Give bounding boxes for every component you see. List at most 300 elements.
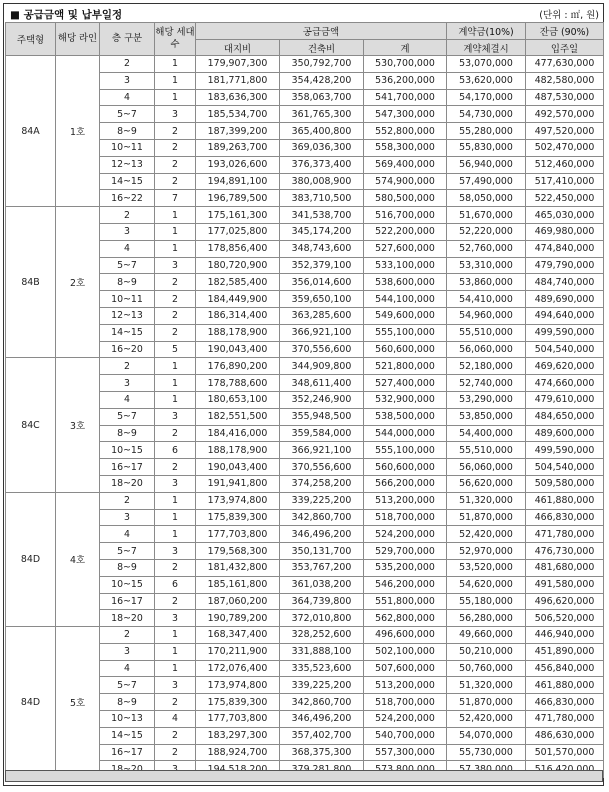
cell-floor: 5~7 bbox=[100, 408, 155, 425]
cell-floor: 16~17 bbox=[100, 459, 155, 476]
cell-total: 544,000,000 bbox=[364, 425, 447, 442]
cell-floor: 2 bbox=[100, 492, 155, 509]
cell-land: 188,178,900 bbox=[196, 324, 280, 341]
cell-balance: 466,830,000 bbox=[526, 694, 604, 711]
cell-balance: 496,620,000 bbox=[526, 593, 604, 610]
cell-deposit: 53,290,000 bbox=[447, 391, 526, 408]
cell-units: 1 bbox=[155, 72, 196, 89]
cell-floor: 8~9 bbox=[100, 274, 155, 291]
cell-deposit: 51,870,000 bbox=[447, 509, 526, 526]
header-deposit-when: 계약체결시 bbox=[447, 40, 526, 56]
cell-balance: 451,890,000 bbox=[526, 643, 604, 660]
cell-building: 328,252,600 bbox=[280, 627, 364, 644]
cell-units: 2 bbox=[155, 139, 196, 156]
cell-land: 179,568,300 bbox=[196, 543, 280, 560]
cell-balance: 482,580,000 bbox=[526, 72, 604, 89]
cell-building: 380,008,900 bbox=[280, 173, 364, 190]
cell-building: 358,063,700 bbox=[280, 89, 364, 106]
cell-land: 175,161,300 bbox=[196, 207, 280, 224]
cell-deposit: 52,220,000 bbox=[447, 223, 526, 240]
cell-units: 1 bbox=[155, 207, 196, 224]
cell-total: 527,600,000 bbox=[364, 240, 447, 257]
cell-building: 361,765,300 bbox=[280, 106, 364, 123]
cell-total: 560,600,000 bbox=[364, 341, 447, 358]
cell-units: 3 bbox=[155, 543, 196, 560]
cell-land: 190,043,400 bbox=[196, 341, 280, 358]
cell-balance: 484,650,000 bbox=[526, 408, 604, 425]
cell-balance: 492,570,000 bbox=[526, 106, 604, 123]
header-supply: 공급금액 bbox=[196, 23, 447, 40]
cell-balance: 477,630,000 bbox=[526, 56, 604, 73]
cell-total: 541,700,000 bbox=[364, 89, 447, 106]
cell-units: 1 bbox=[155, 223, 196, 240]
cell-floor: 10~11 bbox=[100, 139, 155, 156]
bottom-band bbox=[5, 770, 603, 782]
unit-note: (단위 : ㎡, 원) bbox=[539, 10, 599, 21]
cell-building: 344,909,800 bbox=[280, 358, 364, 375]
cell-land: 184,449,900 bbox=[196, 291, 280, 308]
cell-floor: 18~20 bbox=[100, 610, 155, 627]
cell-building: 369,036,300 bbox=[280, 139, 364, 156]
cell-deposit: 54,730,000 bbox=[447, 106, 526, 123]
cell-total: 560,600,000 bbox=[364, 459, 447, 476]
cell-land: 182,551,500 bbox=[196, 408, 280, 425]
cell-units: 1 bbox=[155, 358, 196, 375]
cell-building: 352,379,100 bbox=[280, 257, 364, 274]
cell-total: 569,400,000 bbox=[364, 156, 447, 173]
cell-balance: 461,880,000 bbox=[526, 677, 604, 694]
cell-balance: 476,730,000 bbox=[526, 543, 604, 560]
cell-balance: 471,780,000 bbox=[526, 711, 604, 728]
header-land: 대지비 bbox=[196, 40, 280, 56]
cell-land: 181,432,800 bbox=[196, 559, 280, 576]
cell-total: 521,800,000 bbox=[364, 358, 447, 375]
cell-building: 355,948,500 bbox=[280, 408, 364, 425]
cell-deposit: 56,060,000 bbox=[447, 341, 526, 358]
cell-floor: 8~9 bbox=[100, 559, 155, 576]
cell-total: 544,100,000 bbox=[364, 291, 447, 308]
cell-floor: 10~15 bbox=[100, 576, 155, 593]
cell-deposit: 51,320,000 bbox=[447, 492, 526, 509]
cell-total: 558,300,000 bbox=[364, 139, 447, 156]
cell-total: 549,600,000 bbox=[364, 307, 447, 324]
cell-floor: 16~22 bbox=[100, 190, 155, 207]
cell-total: 513,200,000 bbox=[364, 492, 447, 509]
cell-type: 84C bbox=[6, 358, 56, 492]
cell-units: 2 bbox=[155, 291, 196, 308]
cell-land: 196,789,500 bbox=[196, 190, 280, 207]
cell-floor: 3 bbox=[100, 375, 155, 392]
cell-deposit: 53,070,000 bbox=[447, 56, 526, 73]
cell-land: 183,297,300 bbox=[196, 727, 280, 744]
cell-total: 555,100,000 bbox=[364, 442, 447, 459]
cell-balance: 479,790,000 bbox=[526, 257, 604, 274]
cell-balance: 471,780,000 bbox=[526, 526, 604, 543]
header-building: 건축비 bbox=[280, 40, 364, 56]
cell-balance: 481,680,000 bbox=[526, 559, 604, 576]
cell-line: 2호 bbox=[56, 207, 100, 358]
cell-land: 178,856,400 bbox=[196, 240, 280, 257]
cell-total: 518,700,000 bbox=[364, 694, 447, 711]
cell-balance: 501,570,000 bbox=[526, 744, 604, 761]
cell-building: 354,428,200 bbox=[280, 72, 364, 89]
cell-floor: 4 bbox=[100, 89, 155, 106]
cell-land: 190,789,200 bbox=[196, 610, 280, 627]
cell-units: 2 bbox=[155, 156, 196, 173]
cell-floor: 2 bbox=[100, 56, 155, 73]
cell-units: 3 bbox=[155, 610, 196, 627]
header-deposit: 계약금(10%) bbox=[447, 23, 526, 40]
cell-floor: 10~13 bbox=[100, 711, 155, 728]
cell-units: 1 bbox=[155, 509, 196, 526]
cell-total: 540,700,000 bbox=[364, 727, 447, 744]
cell-deposit: 55,510,000 bbox=[447, 324, 526, 341]
cell-building: 370,556,600 bbox=[280, 459, 364, 476]
cell-units: 2 bbox=[155, 274, 196, 291]
cell-total: 532,900,000 bbox=[364, 391, 447, 408]
cell-type: 84A bbox=[6, 56, 56, 207]
cell-deposit: 56,620,000 bbox=[447, 475, 526, 492]
cell-line: 4호 bbox=[56, 492, 100, 626]
cell-floor: 4 bbox=[100, 240, 155, 257]
header-type: 주택형 bbox=[6, 23, 56, 56]
cell-deposit: 51,870,000 bbox=[447, 694, 526, 711]
table-title: ■ 공급금액 및 납부일정 bbox=[10, 9, 123, 21]
cell-deposit: 53,310,000 bbox=[447, 257, 526, 274]
cell-floor: 5~7 bbox=[100, 543, 155, 560]
cell-units: 1 bbox=[155, 391, 196, 408]
cell-deposit: 54,960,000 bbox=[447, 307, 526, 324]
cell-line: 1호 bbox=[56, 56, 100, 207]
cell-deposit: 52,420,000 bbox=[447, 711, 526, 728]
cell-land: 176,890,200 bbox=[196, 358, 280, 375]
cell-balance: 517,410,000 bbox=[526, 173, 604, 190]
cell-units: 2 bbox=[155, 593, 196, 610]
cell-building: 372,010,800 bbox=[280, 610, 364, 627]
cell-total: 518,700,000 bbox=[364, 509, 447, 526]
cell-units: 3 bbox=[155, 106, 196, 123]
cell-land: 180,653,100 bbox=[196, 391, 280, 408]
cell-building: 364,739,800 bbox=[280, 593, 364, 610]
cell-floor: 10~11 bbox=[100, 291, 155, 308]
cell-units: 3 bbox=[155, 257, 196, 274]
cell-building: 346,496,200 bbox=[280, 526, 364, 543]
cell-floor: 3 bbox=[100, 509, 155, 526]
cell-balance: 506,520,000 bbox=[526, 610, 604, 627]
cell-balance: 469,980,000 bbox=[526, 223, 604, 240]
cell-building: 342,860,700 bbox=[280, 694, 364, 711]
cell-deposit: 54,620,000 bbox=[447, 576, 526, 593]
cell-balance: 486,630,000 bbox=[526, 727, 604, 744]
cell-building: 350,131,700 bbox=[280, 543, 364, 560]
table-row bbox=[6, 56, 604, 73]
cell-units: 3 bbox=[155, 475, 196, 492]
cell-total: 536,200,000 bbox=[364, 72, 447, 89]
cell-floor: 2 bbox=[100, 207, 155, 224]
cell-type: 84D bbox=[6, 627, 56, 778]
cell-deposit: 50,210,000 bbox=[447, 643, 526, 660]
cell-units: 2 bbox=[155, 123, 196, 140]
cell-balance: 484,740,000 bbox=[526, 274, 604, 291]
cell-deposit: 55,510,000 bbox=[447, 442, 526, 459]
cell-building: 346,496,200 bbox=[280, 711, 364, 728]
cell-land: 182,585,400 bbox=[196, 274, 280, 291]
cell-building: 335,523,600 bbox=[280, 660, 364, 677]
cell-balance: 465,030,000 bbox=[526, 207, 604, 224]
cell-land: 190,043,400 bbox=[196, 459, 280, 476]
cell-total: 522,200,000 bbox=[364, 223, 447, 240]
cell-deposit: 53,520,000 bbox=[447, 559, 526, 576]
cell-floor: 5~7 bbox=[100, 677, 155, 694]
cell-deposit: 54,400,000 bbox=[447, 425, 526, 442]
cell-land: 177,703,800 bbox=[196, 711, 280, 728]
cell-building: 357,402,700 bbox=[280, 727, 364, 744]
cell-floor: 5~7 bbox=[100, 106, 155, 123]
cell-total: 516,700,000 bbox=[364, 207, 447, 224]
cell-deposit: 52,180,000 bbox=[447, 358, 526, 375]
cell-building: 353,767,200 bbox=[280, 559, 364, 576]
cell-type: 84B bbox=[6, 207, 56, 358]
cell-floor: 10~15 bbox=[100, 442, 155, 459]
cell-land: 177,025,800 bbox=[196, 223, 280, 240]
cell-units: 1 bbox=[155, 492, 196, 509]
cell-balance: 494,640,000 bbox=[526, 307, 604, 324]
cell-land: 173,974,800 bbox=[196, 492, 280, 509]
cell-floor: 16~17 bbox=[100, 593, 155, 610]
cell-units: 2 bbox=[155, 173, 196, 190]
cell-building: 359,650,100 bbox=[280, 291, 364, 308]
cell-floor: 16~17 bbox=[100, 744, 155, 761]
cell-total: 527,400,000 bbox=[364, 375, 447, 392]
cell-building: 368,375,300 bbox=[280, 744, 364, 761]
cell-units: 1 bbox=[155, 89, 196, 106]
cell-balance: 466,830,000 bbox=[526, 509, 604, 526]
cell-total: 552,800,000 bbox=[364, 123, 447, 140]
cell-land: 188,178,900 bbox=[196, 442, 280, 459]
cell-land: 178,788,600 bbox=[196, 375, 280, 392]
cell-deposit: 55,180,000 bbox=[447, 593, 526, 610]
cell-total: 496,600,000 bbox=[364, 627, 447, 644]
cell-line: 3호 bbox=[56, 358, 100, 492]
cell-balance: 502,470,000 bbox=[526, 139, 604, 156]
cell-deposit: 58,050,000 bbox=[447, 190, 526, 207]
header-balance-when: 입주일 bbox=[526, 40, 604, 56]
cell-building: 383,710,500 bbox=[280, 190, 364, 207]
cell-building: 374,258,200 bbox=[280, 475, 364, 492]
cell-floor: 18~20 bbox=[100, 475, 155, 492]
cell-balance: 479,610,000 bbox=[526, 391, 604, 408]
cell-units: 2 bbox=[155, 744, 196, 761]
cell-deposit: 52,760,000 bbox=[447, 240, 526, 257]
table-row bbox=[6, 492, 604, 509]
cell-building: 361,038,200 bbox=[280, 576, 364, 593]
cell-units: 2 bbox=[155, 559, 196, 576]
cell-building: 356,014,600 bbox=[280, 274, 364, 291]
cell-building: 370,556,600 bbox=[280, 341, 364, 358]
cell-total: 533,100,000 bbox=[364, 257, 447, 274]
table-row bbox=[6, 627, 604, 644]
cell-balance: 504,540,000 bbox=[526, 341, 604, 358]
cell-building: 345,174,200 bbox=[280, 223, 364, 240]
cell-units: 2 bbox=[155, 727, 196, 744]
cell-deposit: 54,070,000 bbox=[447, 727, 526, 744]
cell-total: 580,500,000 bbox=[364, 190, 447, 207]
cell-deposit: 51,320,000 bbox=[447, 677, 526, 694]
cell-deposit: 57,490,000 bbox=[447, 173, 526, 190]
header-line: 해당 라인 bbox=[56, 23, 100, 56]
cell-units: 3 bbox=[155, 408, 196, 425]
cell-balance: 489,690,000 bbox=[526, 291, 604, 308]
header-units: 해당 세대수 bbox=[155, 23, 196, 56]
cell-building: 348,611,400 bbox=[280, 375, 364, 392]
cell-building: 366,921,100 bbox=[280, 324, 364, 341]
cell-total: 502,100,000 bbox=[364, 643, 447, 660]
cell-deposit: 50,760,000 bbox=[447, 660, 526, 677]
cell-floor: 8~9 bbox=[100, 425, 155, 442]
cell-deposit: 53,850,000 bbox=[447, 408, 526, 425]
cell-balance: 509,580,000 bbox=[526, 475, 604, 492]
cell-building: 350,792,700 bbox=[280, 56, 364, 73]
cell-land: 175,839,300 bbox=[196, 509, 280, 526]
cell-total: 524,200,000 bbox=[364, 711, 447, 728]
cell-building: 339,225,200 bbox=[280, 492, 364, 509]
cell-total: 529,700,000 bbox=[364, 543, 447, 560]
cell-balance: 522,450,000 bbox=[526, 190, 604, 207]
cell-balance: 446,940,000 bbox=[526, 627, 604, 644]
cell-floor: 12~13 bbox=[100, 307, 155, 324]
cell-units: 1 bbox=[155, 375, 196, 392]
cell-balance: 474,660,000 bbox=[526, 375, 604, 392]
cell-floor: 5~7 bbox=[100, 257, 155, 274]
cell-land: 185,534,700 bbox=[196, 106, 280, 123]
cell-building: 352,246,900 bbox=[280, 391, 364, 408]
cell-floor: 4 bbox=[100, 526, 155, 543]
cell-land: 181,771,800 bbox=[196, 72, 280, 89]
cell-units: 5 bbox=[155, 341, 196, 358]
cell-balance: 487,530,000 bbox=[526, 89, 604, 106]
cell-units: 2 bbox=[155, 459, 196, 476]
cell-deposit: 56,280,000 bbox=[447, 610, 526, 627]
table-title-text: 공급금액 및 납부일정 bbox=[23, 9, 123, 21]
cell-land: 183,636,300 bbox=[196, 89, 280, 106]
cell-floor: 14~15 bbox=[100, 324, 155, 341]
cell-units: 3 bbox=[155, 677, 196, 694]
cell-balance: 499,590,000 bbox=[526, 324, 604, 341]
cell-land: 187,060,200 bbox=[196, 593, 280, 610]
cell-floor: 16~20 bbox=[100, 341, 155, 358]
cell-floor: 8~9 bbox=[100, 694, 155, 711]
cell-deposit: 53,860,000 bbox=[447, 274, 526, 291]
cell-units: 6 bbox=[155, 576, 196, 593]
cell-deposit: 49,660,000 bbox=[447, 627, 526, 644]
cell-units: 2 bbox=[155, 307, 196, 324]
cell-total: 546,200,000 bbox=[364, 576, 447, 593]
cell-building: 376,373,400 bbox=[280, 156, 364, 173]
cell-land: 179,907,300 bbox=[196, 56, 280, 73]
cell-land: 170,211,900 bbox=[196, 643, 280, 660]
cell-deposit: 51,670,000 bbox=[447, 207, 526, 224]
cell-land: 187,399,200 bbox=[196, 123, 280, 140]
cell-line: 5호 bbox=[56, 627, 100, 778]
cell-deposit: 54,410,000 bbox=[447, 291, 526, 308]
cell-balance: 512,460,000 bbox=[526, 156, 604, 173]
cell-floor: 4 bbox=[100, 391, 155, 408]
cell-building: 341,538,700 bbox=[280, 207, 364, 224]
cell-total: 557,300,000 bbox=[364, 744, 447, 761]
cell-total: 547,300,000 bbox=[364, 106, 447, 123]
cell-balance: 489,600,000 bbox=[526, 425, 604, 442]
cell-balance: 504,540,000 bbox=[526, 459, 604, 476]
cell-floor: 14~15 bbox=[100, 727, 155, 744]
cell-floor: 12~13 bbox=[100, 156, 155, 173]
cell-total: 513,200,000 bbox=[364, 677, 447, 694]
cell-units: 1 bbox=[155, 660, 196, 677]
cell-deposit: 55,280,000 bbox=[447, 123, 526, 140]
cell-deposit: 56,060,000 bbox=[447, 459, 526, 476]
cell-land: 193,026,600 bbox=[196, 156, 280, 173]
cell-building: 359,584,000 bbox=[280, 425, 364, 442]
cell-floor: 2 bbox=[100, 358, 155, 375]
cell-total: 507,600,000 bbox=[364, 660, 447, 677]
cell-total: 555,100,000 bbox=[364, 324, 447, 341]
cell-units: 1 bbox=[155, 627, 196, 644]
cell-deposit: 52,420,000 bbox=[447, 526, 526, 543]
cell-balance: 474,840,000 bbox=[526, 240, 604, 257]
cell-units: 1 bbox=[155, 240, 196, 257]
cell-land: 189,263,700 bbox=[196, 139, 280, 156]
cell-floor: 3 bbox=[100, 643, 155, 660]
cell-land: 194,891,100 bbox=[196, 173, 280, 190]
cell-units: 1 bbox=[155, 643, 196, 660]
cell-land: 191,941,800 bbox=[196, 475, 280, 492]
cell-land: 186,314,400 bbox=[196, 307, 280, 324]
cell-floor: 3 bbox=[100, 72, 155, 89]
cell-units: 1 bbox=[155, 56, 196, 73]
cell-land: 175,839,300 bbox=[196, 694, 280, 711]
cell-land: 185,161,800 bbox=[196, 576, 280, 593]
header-total: 계 bbox=[364, 40, 447, 56]
header-floor: 층 구분 bbox=[100, 23, 155, 56]
header-balance: 잔금 (90%) bbox=[526, 23, 604, 40]
cell-building: 342,860,700 bbox=[280, 509, 364, 526]
cell-deposit: 55,830,000 bbox=[447, 139, 526, 156]
cell-type: 84D bbox=[6, 492, 56, 626]
cell-balance: 499,590,000 bbox=[526, 442, 604, 459]
cell-building: 363,285,600 bbox=[280, 307, 364, 324]
cell-land: 168,347,400 bbox=[196, 627, 280, 644]
cell-units: 2 bbox=[155, 694, 196, 711]
cell-floor: 8~9 bbox=[100, 123, 155, 140]
cell-land: 188,924,700 bbox=[196, 744, 280, 761]
cell-total: 538,500,000 bbox=[364, 408, 447, 425]
cell-floor: 2 bbox=[100, 627, 155, 644]
table-body bbox=[6, 56, 604, 778]
table-row bbox=[6, 358, 604, 375]
price-table bbox=[5, 22, 604, 778]
cell-total: 524,200,000 bbox=[364, 526, 447, 543]
cell-balance: 491,580,000 bbox=[526, 576, 604, 593]
title-bar bbox=[6, 5, 603, 23]
cell-total: 538,600,000 bbox=[364, 274, 447, 291]
table-header bbox=[6, 23, 604, 56]
cell-land: 177,703,800 bbox=[196, 526, 280, 543]
cell-deposit: 53,620,000 bbox=[447, 72, 526, 89]
cell-balance: 456,840,000 bbox=[526, 660, 604, 677]
cell-land: 180,720,900 bbox=[196, 257, 280, 274]
cell-land: 172,076,400 bbox=[196, 660, 280, 677]
cell-building: 366,921,100 bbox=[280, 442, 364, 459]
cell-deposit: 55,730,000 bbox=[447, 744, 526, 761]
